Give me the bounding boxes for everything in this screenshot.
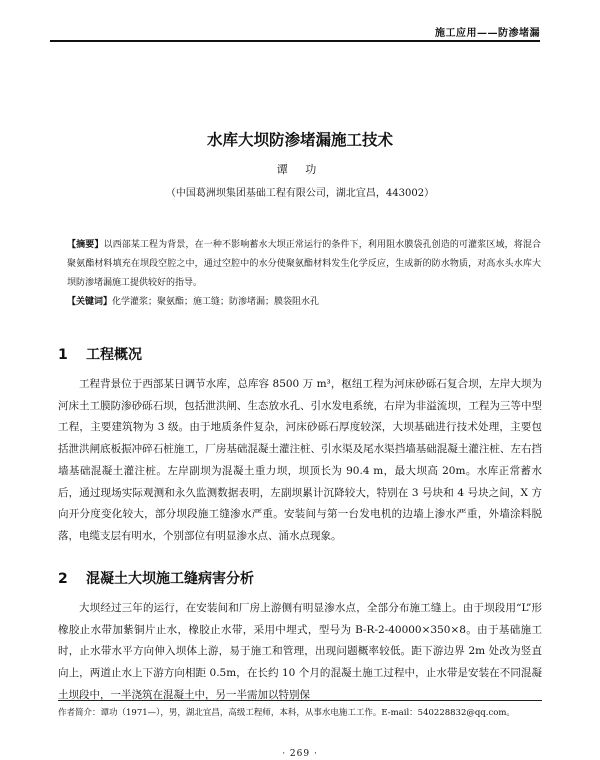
section-2-paragraph: 大坝经过三年的运行，在安装间和厂房上游侧有明显渗水点，全部分布施工缝上。由于坝段用“L”形橡胶止水带加紫铜片止水，橡胶止水带，采用中埋式，型号为 B-R-2-40000×350×8。由于基础施工时，止水带水平方向伸入坝体上游，易于施工和管理，出现问题概率较低。距下游边界 2m 处改为竖直向上，两道止水上下游方向相距 0.5m，在长约 10 个月的混凝土施工过程中，止水带是安装在不同混凝土坝段中，一半浇筑在混凝土中，另一半需加以特别保: [58, 602, 542, 701]
author-affiliation: （中国葛洲坝集团基础工程有限公司，湖北宜昌，443002）: [165, 188, 435, 199]
keywords-text: 化学灌浆；聚氨酯；施工缝；防渗堵漏；膜袋阻水孔: [112, 297, 320, 307]
running-header: 施工应用——防渗堵漏: [435, 28, 540, 39]
section-1-paragraph: 工程背景位于西部某日调节水库，总库容 8500 万 m³，枢纽工程为河床砂砾石复合坝，左岸大坝为河床土工膜防渗砂砾石坝，包括泄洪闸、生态放水孔、引水发电系统，右岸为非溢流坝，工程为三等中型工程，主要建筑物为 3 级。由于地质条件复杂，河床砂砾石厚度较深，大坝基础进行技术处理，主要包括泄洪闸底板振冲碎石桩施工，厂房基础混凝土灌注桩、引水渠及尾水渠挡墙基础混凝土灌注桩、左右挡墙基础混凝土灌注桩。左岸副坝为混凝土重力坝，坝顶长为 90.4 m，最大坝高 20m。水库正常蓄水后，通过现场实际观测和永久监测数据表明，左副坝累计沉降较大，特别在 3 号块和 4 号块之间，X 方向开分度变化较大，部分坝段施工缝渗水严重。安装间与第一台发电机的边墙上渗水严重，外墙涂料脱落，电缆支层有明水，个别部位有明显渗水点、涌水点现象。: [58, 378, 542, 542]
section-title: 工程概况: [86, 347, 142, 363]
section-number: 1: [58, 347, 68, 363]
keywords: [67, 294, 541, 307]
section-number: 2: [58, 571, 68, 587]
abstract-text: 以西部某工程为背景，在一种不影响蓄水大坝正常运行的条件下，利用阻水膜袋孔创造的可灌浆区域，将混合聚氨酯材料填充在坝段空腔之中，通过空腔中的水分使聚氨酯材料发生化学反应，生成新的防水物质，对高水头水库大坝防渗堵漏施工提供较好的指导。: [67, 240, 541, 288]
header-rule: [50, 40, 540, 42]
section-heading-2: [58, 568, 254, 588]
author-footnote: 作者简介：谭功（1971—），男，湖北宜昌，高级工程师，本科，从事水电施工工作。E-mail：540228832@qq.com。: [58, 708, 515, 718]
author-name: 谭 功: [276, 163, 324, 176]
page-number: · 269 ·: [282, 749, 318, 759]
footnote-rule: [58, 700, 542, 701]
section-heading-1: [58, 344, 142, 364]
abstract-label: 【摘要】: [67, 240, 104, 250]
abstract: [67, 236, 541, 293]
section-title: 混凝土大坝施工缝病害分析: [86, 571, 254, 587]
keywords-label: 【关键词】: [67, 297, 113, 307]
article-title: 水库大坝防渗堵漏施工技术: [206, 131, 393, 149]
